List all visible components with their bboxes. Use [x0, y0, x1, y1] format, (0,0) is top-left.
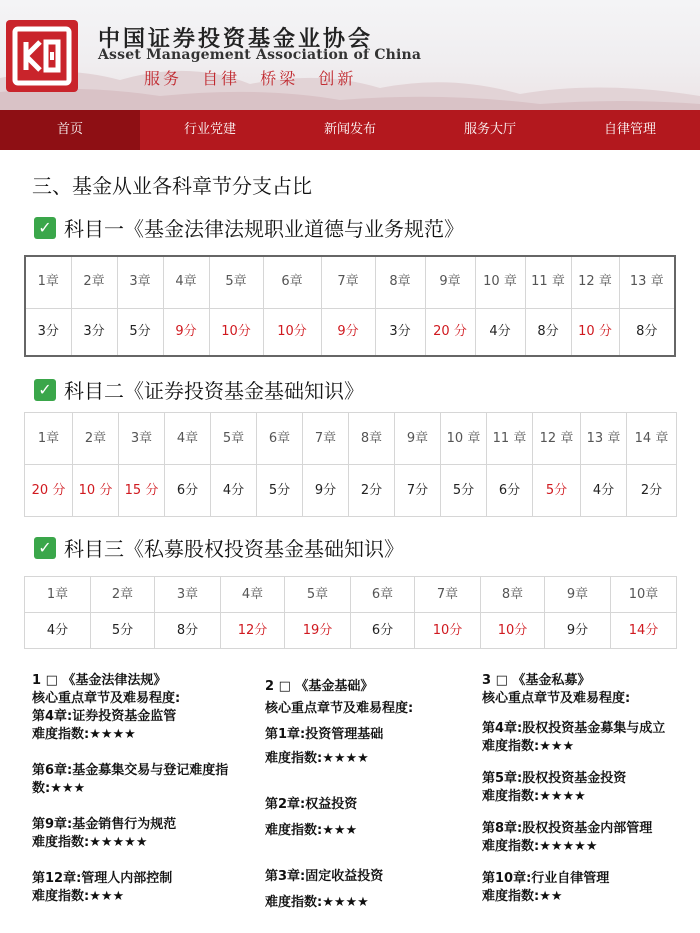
chapter-score-cell: 9分 — [545, 613, 611, 649]
chapter-score-cell: 9分 — [163, 308, 209, 356]
chapter-score-cell: 10分 — [263, 308, 321, 356]
site-header — [0, 0, 700, 110]
checkmark-icon: ✓ — [34, 217, 56, 239]
subject-3-title — [34, 533, 404, 562]
chapter-score-cell: 19分 — [285, 613, 351, 649]
main-nav — [0, 110, 700, 150]
keypoint-difficulty: 难度指数:★★★★ — [482, 789, 586, 804]
keypoint-difficulty: 难度指数:★★★★ — [32, 727, 136, 742]
nav-item-home[interactable]: 首页 — [0, 110, 140, 150]
chapter-header-cell: 14 章 — [627, 413, 677, 465]
keypoint-chapter: 第8章:股权投资基金内部管理 — [482, 821, 653, 836]
keypoint-difficulty: 难度指数:★★★★ — [265, 751, 369, 766]
chapter-header-cell: 13 章 — [581, 413, 627, 465]
chapter-score-cell: 4分 — [475, 308, 525, 356]
nav-item-party-building[interactable]: 行业党建 — [183, 122, 236, 137]
chapter-score-cell: 5分 — [533, 465, 581, 517]
chapter-score-cell: 2分 — [627, 465, 677, 517]
chapter-header-cell: 3章 — [155, 577, 221, 613]
chapter-header-cell: 8章 — [481, 577, 545, 613]
chapter-score-cell: 7分 — [395, 465, 441, 517]
keypoints-column-3 — [482, 672, 692, 906]
chapter-score-cell: 3分 — [375, 308, 425, 356]
chapter-header-cell: 3章 — [119, 413, 165, 465]
chapter-header-cell: 9章 — [425, 256, 475, 308]
chapter-header-cell: 6章 — [263, 256, 321, 308]
chapter-score-cell: 20 分 — [25, 465, 73, 517]
keypoint-chapter: 第9章:基金销售行为规范 — [32, 817, 177, 832]
chapter-score-cell: 4分 — [211, 465, 257, 517]
nav-item-self-regulation[interactable]: 自律管理 — [603, 122, 656, 137]
chapter-score-cell: 5分 — [117, 308, 163, 356]
keypoint-difficulty: 难度指数:★★★★★ — [482, 839, 598, 854]
keypoint-difficulty: 难度指数:★★★★ — [265, 895, 369, 910]
chapter-score-cell: 6分 — [165, 465, 211, 517]
checkmark-icon: ✓ — [34, 537, 56, 559]
chapter-header-cell: 8章 — [349, 413, 395, 465]
keypoints-column-2 — [265, 678, 470, 912]
chapter-header-cell: 1章 — [25, 577, 91, 613]
chapter-header-cell: 2章 — [71, 256, 117, 308]
subject-3-label: 科目三《私募股权投资基金基础知识》 — [64, 537, 404, 561]
chapter-score-cell: 9分 — [303, 465, 349, 517]
chapter-header-cell: 10章 — [611, 577, 677, 613]
subject-1-score-table — [24, 255, 676, 357]
slogan — [144, 66, 368, 89]
chapter-header-cell: 11 章 — [525, 256, 571, 308]
chapter-header-cell: 10 章 — [475, 256, 525, 308]
keypoints-heading: 2 □ 《基金基础》 — [265, 679, 374, 694]
chapter-score-cell: 10 分 — [73, 465, 119, 517]
keypoint-chapter: 第3章:固定收益投资 — [265, 869, 384, 884]
keypoint-chapter: 第5章:股权投资基金投资 — [482, 771, 627, 786]
chapter-header-cell: 11 章 — [487, 413, 533, 465]
subject-3-score-table — [24, 576, 677, 649]
keypoint-difficulty: 难度指数:★★★ — [265, 823, 358, 838]
section-title: 三、基金从业各科章节分支占比 — [32, 174, 312, 198]
chapter-score-cell: 15 分 — [119, 465, 165, 517]
keypoints-subheading: 核心重点章节及难易程度: — [32, 691, 181, 706]
slogan-word: 桥梁 — [260, 69, 299, 88]
chapter-score-cell: 3分 — [25, 308, 71, 356]
chapter-header-cell: 7章 — [321, 256, 375, 308]
nav-item-news[interactable]: 新闻发布 — [323, 122, 376, 137]
chapter-score-cell: 5分 — [441, 465, 487, 517]
subject-1-label: 科目一《基金法律法规职业道德与业务规范》 — [64, 217, 464, 241]
chapter-score-cell: 14分 — [611, 613, 677, 649]
chapter-header-cell: 5章 — [285, 577, 351, 613]
subject-2-title — [34, 375, 364, 404]
keypoint-difficulty: 难度指数:★★★ — [32, 889, 125, 904]
chapter-header-cell: 4章 — [163, 256, 209, 308]
chapter-header-cell: 12 章 — [571, 256, 619, 308]
keypoints-subheading: 核心重点章节及难易程度: — [482, 691, 631, 706]
slogan-word: 创新 — [318, 69, 357, 88]
keypoint-chapter: 第4章:证券投资基金监管 — [32, 709, 177, 724]
chapter-score-cell: 6分 — [351, 613, 415, 649]
keypoint-chapter: 第6章:基金募集交易与登记难度指数:★★★ — [32, 763, 229, 796]
keypoint-chapter: 第10章:行业自律管理 — [482, 871, 610, 886]
keypoint-difficulty: 难度指数:★★★★★ — [32, 835, 148, 850]
chapter-score-cell: 5分 — [91, 613, 155, 649]
chapter-header-cell: 2章 — [91, 577, 155, 613]
subject-2-label: 科目二《证券投资基金基础知识》 — [64, 379, 364, 403]
chapter-header-cell: 8章 — [375, 256, 425, 308]
chapter-header-cell: 6章 — [257, 413, 303, 465]
keypoint-difficulty: 难度指数:★★ — [482, 889, 563, 904]
chapter-score-cell: 8分 — [155, 613, 221, 649]
keypoint-chapter: 第1章:投资管理基础 — [265, 727, 384, 742]
chapter-header-cell: 5章 — [209, 256, 263, 308]
chapter-header-cell: 12 章 — [533, 413, 581, 465]
chapter-score-cell: 10分 — [481, 613, 545, 649]
chapter-header-cell: 2章 — [73, 413, 119, 465]
chapter-score-cell: 3分 — [71, 308, 117, 356]
amac-logo — [6, 20, 78, 92]
slogan-word: 服务 — [144, 69, 183, 88]
chapter-score-cell: 6分 — [487, 465, 533, 517]
chapter-header-cell: 9章 — [395, 413, 441, 465]
keypoints-heading: 1 □ 《基金法律法规》 — [32, 673, 167, 688]
chapter-header-cell: 7章 — [415, 577, 481, 613]
chapter-score-cell: 10分 — [415, 613, 481, 649]
chapter-score-cell: 9分 — [321, 308, 375, 356]
chapter-score-cell: 10 分 — [571, 308, 619, 356]
keypoint-difficulty: 难度指数:★★★ — [482, 739, 575, 754]
chapter-header-cell: 4章 — [165, 413, 211, 465]
slogan-word: 自律 — [202, 69, 241, 88]
subject-2-score-table — [24, 412, 677, 517]
chapter-score-cell: 4分 — [581, 465, 627, 517]
keypoint-chapter: 第2章:权益投资 — [265, 797, 358, 812]
subject-1-title — [34, 213, 464, 242]
chapter-header-cell: 9章 — [545, 577, 611, 613]
nav-item-service-hall[interactable]: 服务大厅 — [463, 122, 516, 137]
keypoint-chapter: 第4章:股权投资基金募集与成立 — [482, 721, 666, 736]
keypoint-chapter: 第12章:管理人内部控制 — [32, 871, 173, 886]
chapter-score-cell: 10分 — [209, 308, 263, 356]
chapter-header-cell: 10 章 — [441, 413, 487, 465]
chapter-score-cell: 8分 — [525, 308, 571, 356]
org-name-en: Asset Management Association of China — [98, 47, 422, 63]
chapter-header-cell: 3章 — [117, 256, 163, 308]
checkmark-icon: ✓ — [34, 379, 56, 401]
keypoints-heading: 3 □ 《基金私募》 — [482, 673, 591, 688]
chapter-header-cell: 7章 — [303, 413, 349, 465]
chapter-score-cell: 2分 — [349, 465, 395, 517]
org-name-cn: 中国证券投资基金业协会 — [98, 26, 374, 52]
chapter-header-cell: 4章 — [221, 577, 285, 613]
chapter-header-cell: 13 章 — [619, 256, 675, 308]
chapter-score-cell: 5分 — [257, 465, 303, 517]
chapter-score-cell: 12分 — [221, 613, 285, 649]
chapter-score-cell: 20 分 — [425, 308, 475, 356]
chapter-header-cell: 6章 — [351, 577, 415, 613]
keypoints-subheading: 核心重点章节及难易程度: — [265, 701, 414, 716]
chapter-score-cell: 4分 — [25, 613, 91, 649]
chapter-header-cell: 1章 — [25, 413, 73, 465]
chapter-header-cell: 1章 — [25, 256, 71, 308]
chapter-score-cell: 8分 — [619, 308, 675, 356]
keypoints-column-1 — [32, 672, 257, 906]
chapter-header-cell: 5章 — [211, 413, 257, 465]
